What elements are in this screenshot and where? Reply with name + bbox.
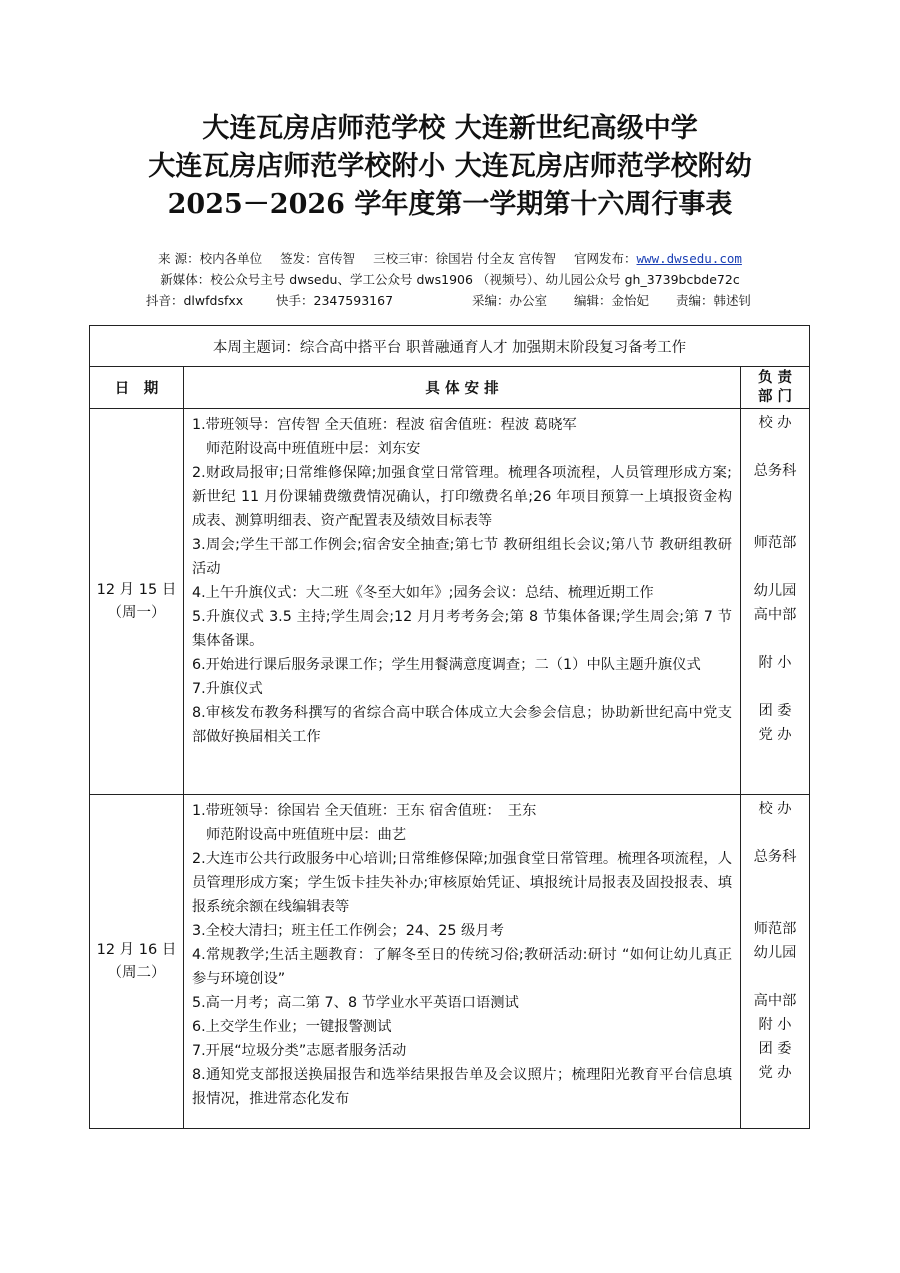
meta-line-2: 新媒体：校公众号主号 dwsedu、学工公众号 dws1906 （视频号）、幼儿园公众号 gh_3739bcbde72c [160,272,740,287]
dept-label: 校 办 [758,415,792,431]
header-dept-line2: 部 门 [757,388,793,405]
plan-item: 5.升旗仪式 3.5 主持;学生周会;12 月月考考务会;第 8 节集体备课;学生周会;第 7 节集体备课。 [192,609,732,649]
schedule-table [89,325,810,1129]
plan-item: 8.审核发布教务科撰写的省综合高中联合体成立大会参会信息；协助新世纪高中党支部做好换届相关工作 [192,705,732,745]
meta-source: 来 源：校内各单位 [158,251,263,266]
plan-item: 3.周会;学生干部工作例会;宿舍安全抽查;第七节 教研组组长会议;第八节 教研组教研活动 [192,537,732,577]
plan-item: 2.财政局报审;日常维修保障;加强食堂日常管理。梳理各项流程，人员管理形成方案;新世纪 11 月份课辅费缴费情况确认，打印缴费名单;26 年项目预算一上填报资金构成表、测算明细表、资产配置表及绩效目标表等 [192,465,732,529]
date-cell [90,795,184,1129]
title-block [0,110,900,224]
meta-editor: 编辑：金怡妃 [574,293,650,308]
plan-item: 3.全校大清扫；班主任工作例会；24、25 级月考 [192,923,504,939]
plan-cell [184,795,741,1129]
plan-item: 2.大连市公共行政服务中心培训;日常维修保障;加强食堂日常管理。梳理各项流程，人员管理形成方案；学生饭卡挂失补办;审核原始凭证、填报统计局报表及固投报表、填报系统余额在线编辑表等 [192,851,732,915]
meta-review: 三校三审：徐国岩 付全友 宫传智 [373,251,557,266]
plan-item [192,413,732,461]
date-cell [90,409,184,795]
website-link[interactable]: www.dwsedu.com [636,251,742,266]
date-text: 12 月 15 日 [96,581,177,598]
dept-label: 高中部 [753,607,797,623]
meta-signer: 签发：宫传智 [280,251,356,266]
plan-item: 8.通知党支部报送换届报告和选举结果报告单及会议照片；梳理阳光教育平台信息填报情况，推进常态化发布 [192,1067,732,1107]
plan-cell [184,409,741,795]
plan-item [192,799,732,847]
meta-line-1 [0,249,900,267]
dept-label: 团 委 [758,703,792,719]
plan-item: 4.常规教学;生活主题教育：了解冬至日的传统习俗;教研活动:研讨 “如何让幼儿真正参与环境创设” [192,947,732,987]
dept-label: 总务科 [753,849,797,865]
plan-item-subtext: 师范附设高中班值班中层：刘东安 [206,441,421,457]
theme-row [90,326,810,367]
header-plan: 具 体 安 排 [184,367,741,409]
header-date: 日 期 [90,367,184,409]
date-text: 12 月 16 日 [96,941,177,958]
plan-item: 4.上午升旗仪式：大二班《冬至大如年》;园务会议：总结、梳理近期工作 [192,585,654,601]
plan-item-text: 1.带班领导：徐国岩 全天值班：王东 宿舍值班： 王东 [192,803,537,819]
plan-item-subtext: 师范附设高中班值班中层：曲艺 [206,827,407,843]
plan-item: 6.上交学生作业；一键报警测试 [192,1019,392,1035]
weekday-text: （周一） [107,604,166,621]
dept-cell [741,409,810,795]
dept-label: 高中部 [753,993,797,1009]
title-line-1: 大连瓦房店师范学校 大连新世纪高级中学 [202,113,698,144]
meta-responsible: 责编：韩述钊 [676,293,752,308]
weekday-text: （周二） [107,964,166,981]
dept-label: 师范部 [753,921,797,937]
meta-collect: 采编：办公室 [472,293,548,308]
dept-label: 幼儿园 [753,583,797,599]
dept-label: 附 小 [758,1017,792,1033]
dept-label: 幼儿园 [753,945,797,961]
header-dept-line1: 负 责 [757,369,793,386]
meta-kuaishou: 快手：2347593167 [276,293,394,308]
day-row [90,409,810,795]
plan-item: 7.开展“垃圾分类”志愿者服务活动 [192,1043,407,1059]
day-row [90,795,810,1129]
header-dept [741,367,810,409]
dept-label: 党 办 [758,727,792,743]
dept-label: 党 办 [758,1065,792,1081]
dept-label: 校 办 [758,801,792,817]
meta-douyin: 抖音：dlwfdsfxx [146,293,244,308]
title-line-3: 2025－2026 学年度第一学期第十六周行事表 [167,189,733,220]
theme-cell: 本周主题词：综合高中搭平台 职普融通育人才 加强期末阶段复习备考工作 [90,326,810,367]
plan-item: 6.开始进行课后服务录课工作；学生用餐满意度调查；二（1）中队主题升旗仪式 [192,657,701,673]
meta-site-label: 官网发布： [574,251,637,266]
dept-cell [741,795,810,1129]
plan-item-text: 1.带班领导：宫传智 全天值班：程波 宿舍值班：程波 葛晓军 [192,417,577,433]
dept-label: 附 小 [758,655,792,671]
dept-label: 总务科 [753,463,797,479]
dept-label: 团 委 [758,1041,792,1057]
plan-item: 5.高一月考；高二第 7、8 节学业水平英语口语测试 [192,995,519,1011]
dept-label: 师范部 [753,535,797,551]
plan-item: 7.升旗仪式 [192,681,263,697]
title-line-2: 大连瓦房店师范学校附小 大连瓦房店师范学校附幼 [148,151,752,182]
header-row [90,367,810,409]
